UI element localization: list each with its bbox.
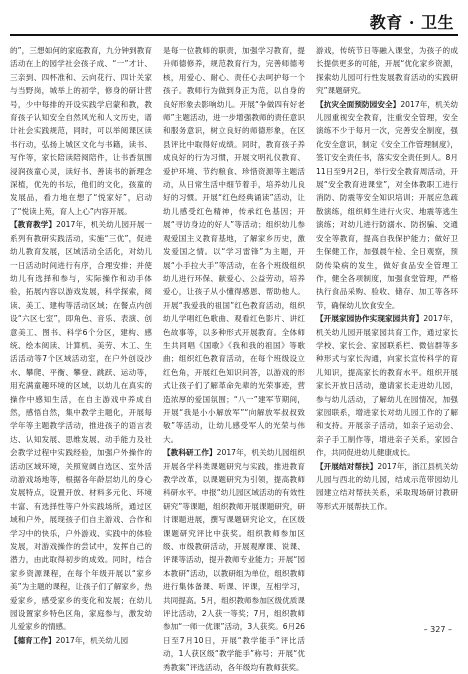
paragraph-text: 2017年，机关幼儿园 xyxy=(55,635,129,645)
paragraph xyxy=(316,98,458,313)
paragraph-text: 2017年，机关幼儿园重视安全教育，注重安全管理，安全演练不少于每月一次，完善安全制度，强化安全意识，制定《安全工作管理制度》，签订安全责任书，落实安全责任到人。8月11日至9月2日，举行安全教育周活动，开展“安全教育进课堂”，对全体教职工进行消防、防震等安全知识培训；开展应急疏散演练，组织师生进行火灾、地震等逃生演练；对幼儿进行防溺水、防拐骗、交通安全等教育，提高自我保护能力；做好卫生保健工作，加强晨午检、全日观察，预防传染病的发生，做好食品安全管理工作，健全各项制度，加强食堂管理，严格执行食品采购、验收、储存、加工等各环节，确保幼儿饮食安全。 xyxy=(316,99,459,310)
paragraph xyxy=(316,44,458,98)
paragraph-text: 2017年，机关幼儿园开展一系列有教研实践活动，实施“三优”，促进幼儿教育发展，区域活动全活化，对幼儿一日活动时间进行有序，合理安排；并使幼儿有选择和参与，实际操作和动手体验，拓展内容以游戏发展，科学探索，阅读、美工、建构等活动区域；在餐点内创设“六区七室”，即角色、音乐、表演、创意美工、图书、科学6个分区，建构、感统、绘本阅读、计算机、美劳、木工、生活活动等7个区域活动室，在户外创设沙水、攀爬、平衡、攀登、跳跃、运动等，用充满童趣环境的区域，以幼儿在真实的操作中感知生活，在自主游戏中养成自然，感悟自然，集中教学主题化，开展每学年等主题教学活动，推进孩子的语言表达、认知发展、思维发展、动手能力及社会教学过程中实践经验，加强户外操作的活动区域环境，关照宽阔自选区、室外活动游戏场地等，根据各年龄层幼儿的身心发展特点，设置开放、材料多元化、环境丰富、有选择性等户外实践场所，通过区域和户外，展现孩子们自主游戏、合作和学习中的快乐，户外游戏、实践中的体验发展，对游戏操作的尝试中，发挥自己的潜力，由此取得初步的成效。同时，结合家乡资源课程，在每个年级开展以“家乡美”为主题的课程，让孩子们了解家乡，热爱家乡，感受家乡的变化和发展；在幼儿园设置家乡特色区角，家庭参与，激发幼儿爱家乡的情感。 xyxy=(10,220,153,632)
paragraph-heading: 【开展家园协作实现家园共育】 xyxy=(316,314,424,324)
page-header xyxy=(10,0,458,40)
paragraph-heading: 【抗灾全面预防园安全】 xyxy=(316,99,401,109)
paragraph-text: 是每一位教师的职责，加强学习教育，提升师德修养，规范教育行为，完善师德考核，用爱心、耐心、责任心去呵护每一个孩子。教师行为做到身正为范，以自身的良好形象去影响幼儿。开展“争做四有好老师”主题活动，进一步增强教师的责任意识和服务意识，树立良好的师德形象，在区县评比中取得好成绩。同时，教育孩子养成良好的行为习惯，开展文明礼仪教育、爱护环境、节约粮食、珍惜资源等主题活动，从日常生活中细节着手，培养幼儿良好的习惯。开展“红色经典诵读”活动，让幼儿感受红色精神，传承红色基因；开展“寻访身边的好人”等活动；组织幼儿参观爱国主义教育基地，了解家乡历史，激发爱国之情。以“学习雷锋”为主题，开展“小手拉大手”等活动，在各个班级组织幼儿进行环保、献爱心、公益劳动，培养爱心，让孩子从小懂得感恩、帮助他人。开展“我爱我的祖国”红色教育活动，组织幼儿学唱红色歌曲、观看红色影片、讲红色故事等，以多种形式开展教育。全体师生共同唱《国歌》《我和我的祖国》等歌曲；组织红色教育活动，在每个班级设立红色角，开展红色知识问答，以游戏的形式让孩子们了解革命先辈的光荣事迹，营造浓厚的爱国氛围；“八一”建军节期间，开展“我是小小解放军”“向解放军叔叔致敬”等活动，让幼儿感受军人的光荣与伟大。 xyxy=(163,46,305,444)
paragraph-heading: 【教科研工作】 xyxy=(163,448,217,458)
section-title: 教育 · 卫生 xyxy=(369,13,454,32)
paragraph-text: 游戏，传统节日等融入课堂，为孩子的成长提供更多的可能，开展“优化家乡资源，探索幼儿园可行性发展教育活动的实践研究”课题研究。 xyxy=(316,46,458,96)
page-number: – 327 – xyxy=(423,625,452,634)
text-column-3 xyxy=(316,44,458,618)
text-column-1 xyxy=(10,44,153,645)
paragraph-heading: 【德育工作】 xyxy=(10,635,56,645)
paragraph-heading: 【教育教学】 xyxy=(10,220,57,230)
paragraph-text: 2017年，机关幼儿园组织开展各学科类课题研究与实践，推进教育教学改革，以课题研究为引领，提高教师科研水平。申报“幼儿园区域活动的有效性研究”等课题，组织教师开展课题研究，研讨课题进展，撰写课题研究论文，在区级课题研究评比中获奖。组织教师参加区级、市级教研活动，开展观摩课、说课、评课等活动，提升教师专业能力；开展“园本教研”活动，以教研组为单位，组织教师进行集体备课、听课、评课，互相学习，共同提高。5月，组织教师参加区级优质课评比活动，2人获一等奖；7月，组织教师参加“一师一优课”活动，3人获奖。6月26日至7月10日，开展“教学能手”评比活动，1人获区级“教学能手”称号；开展“优秀教案”评选活动，各年级均有教师获奖。 xyxy=(163,448,305,672)
paragraph xyxy=(316,460,458,514)
paragraph-text: 的”，三想如何的家庭教育，九分钟到教育活动在上的园学社会孩子成、“一”才计、三亲到、四杯准和、云向花行、四计关家与当野岗，城举上的初学，修身的研计营号，少中每排的开设实践学启蒙和教，教育孩子认知安全自然风光和人文历史，谱计社会实践规范，同时，可以举阅课区读书行动，弘扬上城区文化与书籍，读书、写作等，家长陪读陪阅陪件，让书香氛围浸润孩童心灵，读好书、善读书的新理念深植，优先的书坛，他们的文化，孩童的发展品，看力地在想了“悦家好”，启动了“悦读上苑，育人上心”内容开展。 xyxy=(10,46,152,216)
paragraph xyxy=(316,312,458,459)
paragraph xyxy=(10,44,152,218)
text-column-2 xyxy=(163,44,305,672)
paragraph xyxy=(10,218,152,634)
paragraph xyxy=(163,446,305,674)
paragraph xyxy=(163,44,305,446)
header-rule xyxy=(10,34,458,36)
paragraph-text: 2017年，浙江县机关幼儿园与西北的幼儿园，结成示范带园幼儿园建立结对帮扶关系，采取现场研讨教研等形式开展帮扶工作。 xyxy=(316,461,459,511)
paragraph xyxy=(10,634,152,647)
paragraph-text: 2017年，机关幼儿园开展家园共育工作，通过家长学校、家长会、家园联系栏、微信群等多种形式与家长沟通，向家长宣传科学的育儿知识，提高家长的教育水平。组织开展家长开放日活动，邀请家长走进幼儿园，参与幼儿活动，了解幼儿在园情况，加强家园联系，增进家长对幼儿园工作的了解和支持。开展亲子活动，如亲子运动会、亲子手工制作等，增进亲子关系，家园合作，共同促进幼儿健康成长。 xyxy=(316,314,459,458)
paragraph-heading: 【开展结对帮扶】 xyxy=(316,461,378,471)
